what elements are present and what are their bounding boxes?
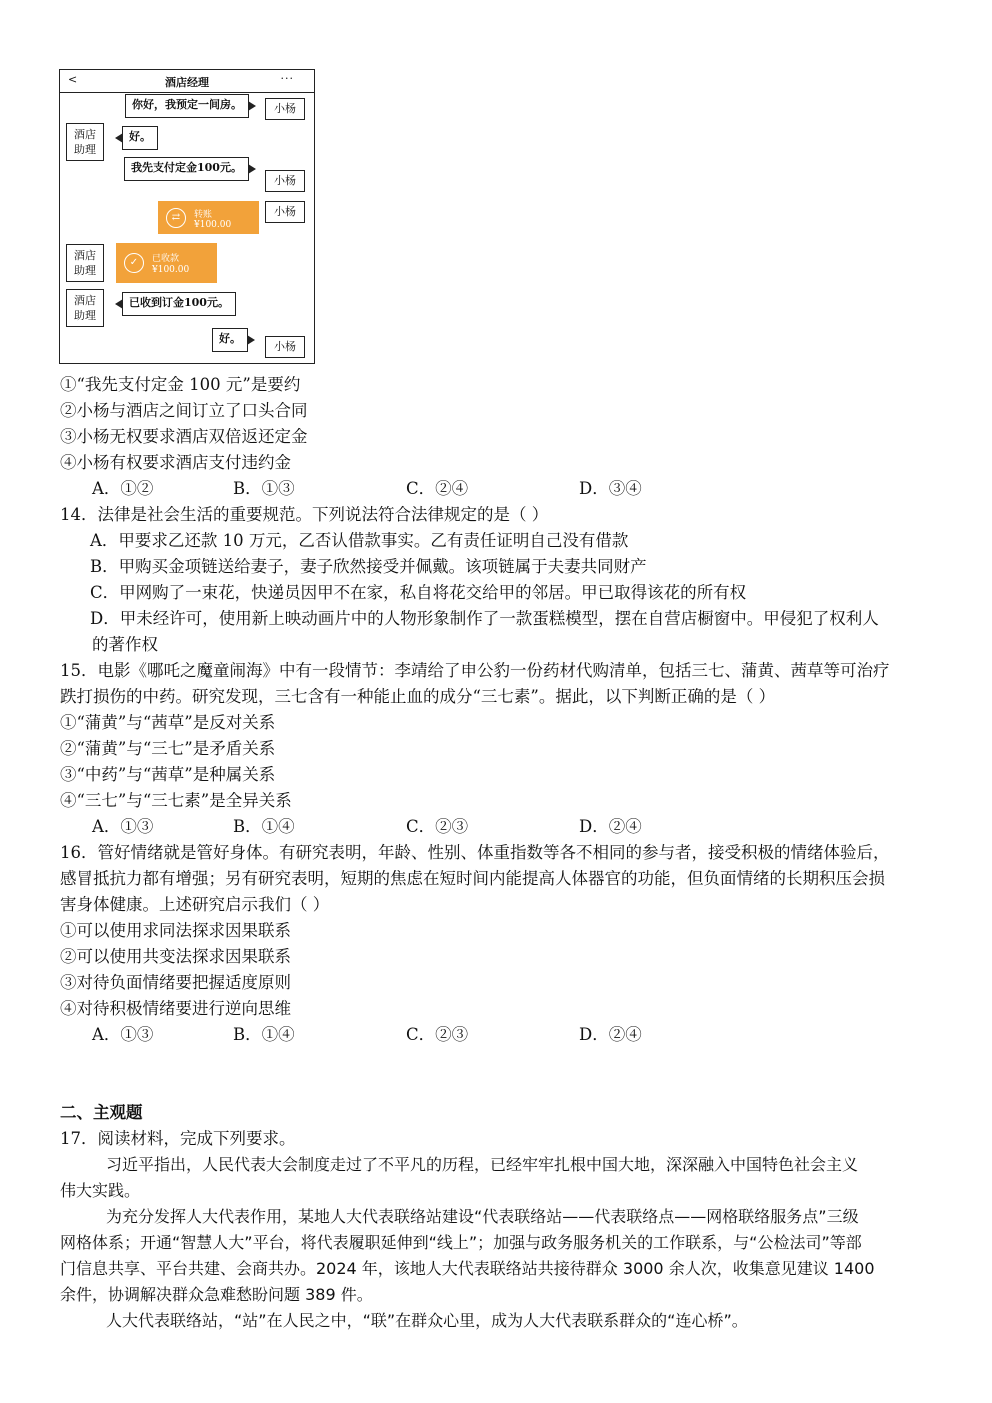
q15-option-d[interactable]: D．②④ <box>579 817 642 836</box>
avatar-assistant: 酒店 助理 <box>66 244 104 282</box>
q16-option-b[interactable]: B．①④ <box>233 1025 295 1044</box>
q16-stem-line-1: 16．管好情绪就是管好身体。有研究表明，年龄、性别、体重指数等各不相同的参与者，接受积极的情绪体验后， <box>60 843 890 862</box>
q16-statement-2: ②可以使用共变法探求因果联系 <box>60 947 291 966</box>
q16-option-d[interactable]: D．②④ <box>579 1025 642 1044</box>
q13-statement-2: ②小杨与酒店之间订立了口头合同 <box>60 401 308 420</box>
check-icon: ✓ <box>124 253 144 273</box>
back-icon[interactable]: < <box>68 73 78 86</box>
q15-option-c[interactable]: C．②③ <box>406 817 469 836</box>
q13-option-d[interactable]: D．③④ <box>579 479 642 498</box>
chat-screenshot <box>59 69 315 364</box>
q15-statement-2: ②“蒲黄”与“三七”是矛盾关系 <box>60 739 276 758</box>
message-bubble-2: 好。 <box>122 126 158 150</box>
avatar-xiaoyang: 小杨 <box>265 201 305 223</box>
received-card[interactable]: ✓ 已收款 ¥100.00 <box>116 243 217 283</box>
q17-paragraph-3: 人大代表联络站，“站”在人民之中，“联”在群众心里，成为人大代表联系群众的“连心桥”。 <box>106 1311 748 1330</box>
q17-paragraph-2: 为充分发挥人大代表作用，某地人大代表联络站建设“代表联络站——代表联络点——网格联络服务点”三级 网格体系；开通“智慧人大”平台，将代表履职延伸到“线上”；加强与政务服务机关的工作联系，与“公检法司”等部 门信息共享、平台共建、会商共办。2024 年，该地人大代表联络站共接待群众 3000 余人次，收集意见建议 1400 余件，协调解决群众急难愁盼问题 389 件。 <box>60 1207 875 1304</box>
avatar-xiaoyang: 小杨 <box>265 170 305 192</box>
message-bubble-3: 我先支付定金100元。 <box>124 157 249 181</box>
chat-header <box>60 70 314 93</box>
q17-stem: 17．阅读材料，完成下列要求。 <box>60 1129 296 1148</box>
q13-option-c[interactable]: C．②④ <box>406 479 469 498</box>
q15-stem-line-2: 跌打损伤的中药。研究发现，三七含有一种能止血的成分“三七素”。据此，以下判断正确的是（ ） <box>60 687 776 706</box>
q16-stem-line-3: 害身体健康。上述研究启示我们（ ） <box>60 895 330 914</box>
q16-stem-line-2: 感冒抵抗力都有增强；另有研究表明，短期的焦虑在短时间内能提高人体器官的功能，但负面情绪的长期积压会损 <box>60 869 885 888</box>
q13-statement-3: ③小杨无权要求酒店双倍返还定金 <box>60 427 308 446</box>
q13-option-a[interactable]: A．①② <box>92 479 154 498</box>
q13-statement-1: ①“我先支付定金 100 元”是要约 <box>60 375 301 394</box>
q17-paragraph-1: 习近平指出，人民代表大会制度走过了不平凡的历程，已经牢牢扎根中国大地，深深融入中国特色社会主义 伟大实践。 <box>60 1155 859 1200</box>
q13-statement-4: ④小杨有权要求酒店支付违约金 <box>60 453 291 472</box>
q14-option-d[interactable]: D．甲未经许可，使用新上映动画片中的人物形象制作了一款蛋糕模型，摆在自营店橱窗中。甲侵犯了权利人 <box>90 609 879 628</box>
more-icon[interactable]: ··· <box>280 72 294 85</box>
transfer-icon: ⇄ <box>166 208 186 228</box>
q14-option-d-cont: 的著作权 <box>92 635 158 654</box>
q15-statement-4: ④“三七”与“三七素”是全异关系 <box>60 791 292 810</box>
avatar-assistant: 酒店 助理 <box>66 123 104 161</box>
q14-stem: 14．法律是社会生活的重要规范。下列说法符合法律规定的是（ ） <box>60 505 549 524</box>
q15-statement-1: ①“蒲黄”与“茜草”是反对关系 <box>60 713 276 732</box>
avatar-xiaoyang: 小杨 <box>265 336 305 358</box>
q15-option-a[interactable]: A．①③ <box>92 817 154 836</box>
section-heading: 二、主观题 <box>60 1103 143 1122</box>
avatar-assistant: 酒店 助理 <box>66 289 104 327</box>
q16-statement-4: ④对待积极情绪要进行逆向思维 <box>60 999 291 1018</box>
q15-stem-line-1: 15．电影《哪吒之魔童闹海》中有一段情节：李靖给了申公豹一份药材代购清单，包括三七、蒲黄、茜草等可治疗 <box>60 661 890 680</box>
q16-option-a[interactable]: A．①③ <box>92 1025 154 1044</box>
chat-title: 酒店经理 <box>165 76 209 89</box>
transfer-card[interactable]: ⇄ 转账 ¥100.00 <box>158 201 259 234</box>
q14-option-c[interactable]: C．甲网购了一束花，快递员因甲不在家，私自将花交给甲的邻居。甲已取得该花的所有权 <box>90 583 747 602</box>
avatar-xiaoyang: 小杨 <box>265 98 305 120</box>
q16-statement-3: ③对待负面情绪要把握适度原则 <box>60 973 291 992</box>
q14-option-b[interactable]: B．甲购买金项链送给妻子，妻子欣然接受并佩戴。该项链属于夫妻共同财产 <box>90 557 647 576</box>
q16-statement-1: ①可以使用求同法探求因果联系 <box>60 921 291 940</box>
q14-option-a[interactable]: A．甲要求乙还款 10 万元，乙否认借款事实。乙有责任证明自己没有借款 <box>90 531 629 550</box>
message-bubble-5: 好。 <box>212 328 248 352</box>
message-bubble-1: 你好，我预定一间房。 <box>125 94 249 118</box>
q16-option-c[interactable]: C．②③ <box>406 1025 469 1044</box>
q13-option-b[interactable]: B．①③ <box>233 479 295 498</box>
q15-option-b[interactable]: B．①④ <box>233 817 295 836</box>
q15-statement-3: ③“中药”与“茜草”是种属关系 <box>60 765 276 784</box>
message-bubble-4: 已收到订金100元。 <box>122 292 236 316</box>
